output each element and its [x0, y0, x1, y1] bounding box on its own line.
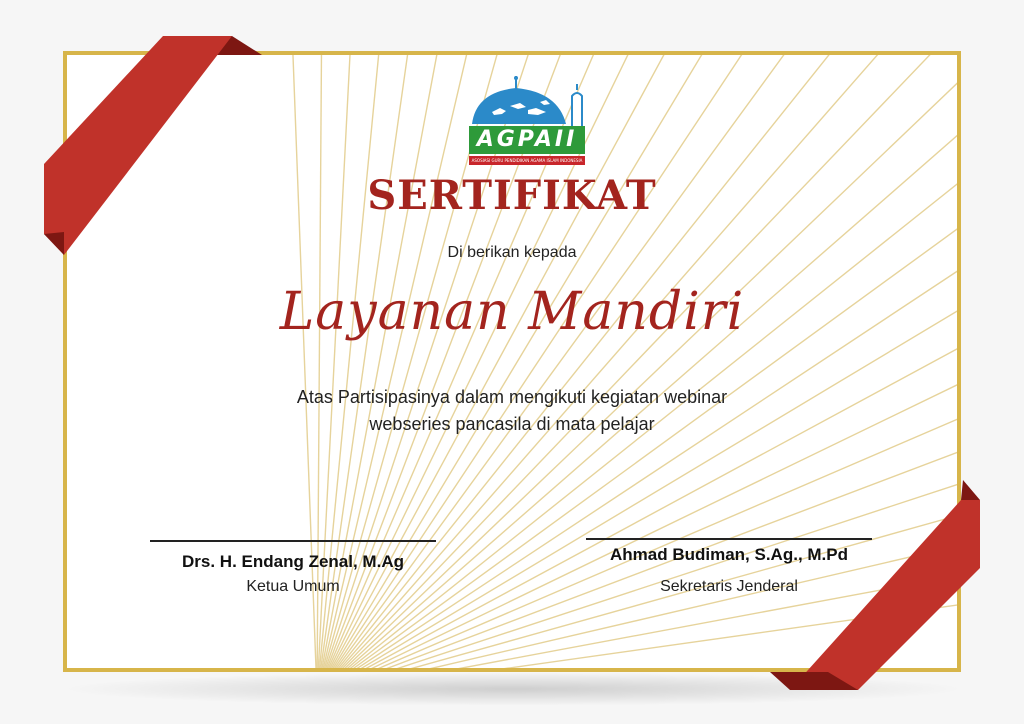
signatory-name-right: Ahmad Budiman, S.Ag., M.Pd: [609, 545, 848, 564]
signature-line-right: [586, 538, 872, 540]
description-line-1: Atas Partisipasinya dalam mengikuti kegiatan webinar: [296, 387, 728, 407]
recipient-name: Layanan Mandiri: [279, 282, 745, 342]
signature-line-left: [150, 540, 436, 542]
ribbon-top-left: [44, 36, 232, 255]
agpaii-logo: [466, 76, 588, 168]
description-line-2: webseries pancasila di mata pelajar: [369, 414, 655, 434]
signatory-role-left: Ketua Umum: [246, 578, 340, 595]
logo-acronym: AGPAII: [476, 127, 578, 152]
signatory-role-right: Sekretaris Jenderal: [660, 578, 798, 595]
ribbon-bottom-right-fold: [961, 480, 980, 500]
certificate-title: SERTIFIKAT: [367, 172, 657, 219]
signatory-name-left: Drs. H. Endang Zenal, M.Ag: [182, 552, 404, 571]
logo-tagline: ASOSIASI GURU PENDIDIKAN AGAMA ISLAM INDONESIA: [471, 158, 583, 163]
description: [0, 384, 1024, 438]
given-to-label: Di berikan kepada: [447, 244, 577, 261]
